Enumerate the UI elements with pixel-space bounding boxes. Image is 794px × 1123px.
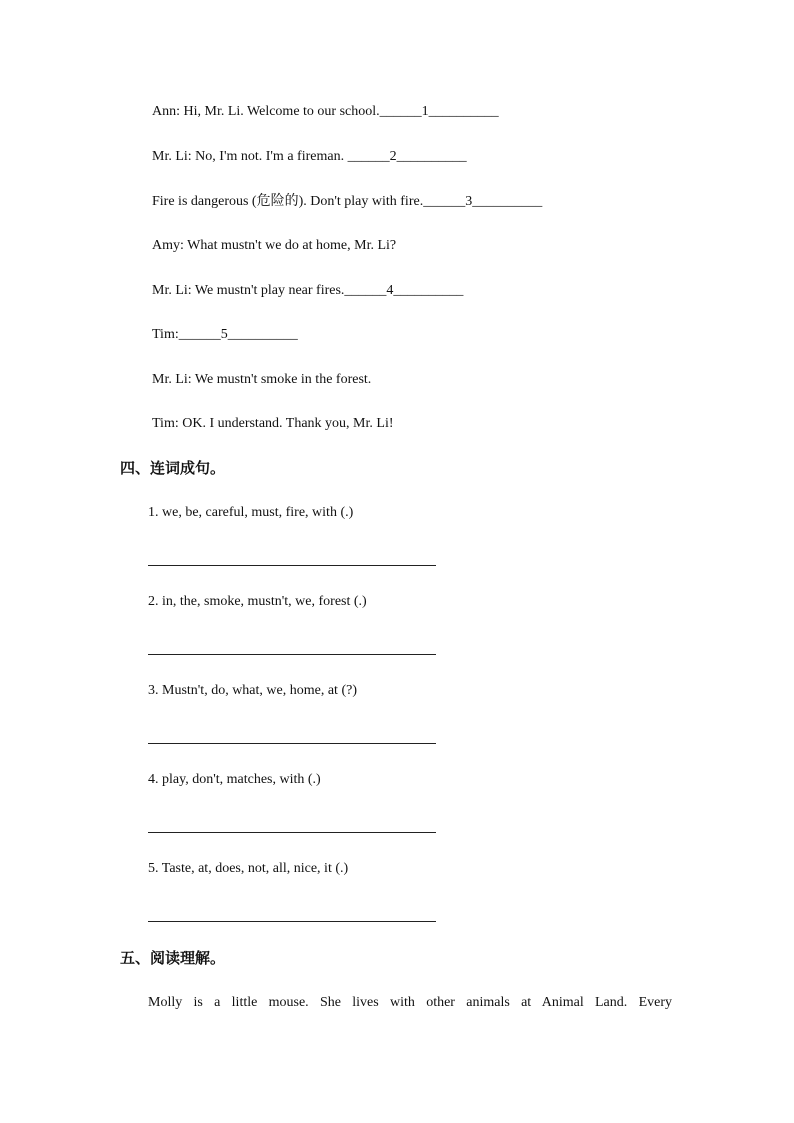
sentence-item-4: 4. play, don't, matches, with (.) [148, 772, 321, 787]
dialogue-line-3: Fire is dangerous (危险的). Don't play with fire.______3__________ [152, 194, 543, 209]
sentence-item-2: 2. in, the, smoke, mustn't, we, forest (.) [148, 594, 367, 609]
sentence-item-1: 1. we, be, careful, must, fire, with (.) [148, 505, 354, 520]
answer-line-3[interactable] [148, 743, 436, 744]
section-4-heading: 四、连词成句。 [120, 459, 226, 477]
dialogue-line-4: Amy: What mustn't we do at home, Mr. Li? [152, 238, 397, 253]
sentence-item-3: 3. Mustn't, do, what, we, home, at (?) [148, 683, 357, 698]
dialogue-line-2: Mr. Li: No, I'm not. I'm a fireman. ______2__________ [152, 149, 467, 164]
section-5-heading: 五、阅读理解。 [120, 949, 226, 967]
dialogue-line-5: Mr. Li: We mustn't play near fires.______4__________ [152, 283, 464, 298]
sentence-item-5: 5. Taste, at, does, not, all, nice, it (.) [148, 861, 349, 876]
reading-passage: Molly is a little mouse. She lives with other animals at Animal Land. Every [148, 995, 672, 1010]
answer-line-5[interactable] [148, 921, 436, 922]
dialogue-line-7: Mr. Li: We mustn't smoke in the forest. [152, 372, 372, 387]
answer-line-2[interactable] [148, 654, 436, 655]
answer-line-1[interactable] [148, 565, 436, 566]
dialogue-line-6: Tim:______5__________ [152, 327, 298, 342]
dialogue-line-8: Tim: OK. I understand. Thank you, Mr. Li! [152, 416, 394, 431]
dialogue-line-1: Ann: Hi, Mr. Li. Welcome to our school.______1__________ [152, 104, 499, 119]
answer-line-4[interactable] [148, 832, 436, 833]
